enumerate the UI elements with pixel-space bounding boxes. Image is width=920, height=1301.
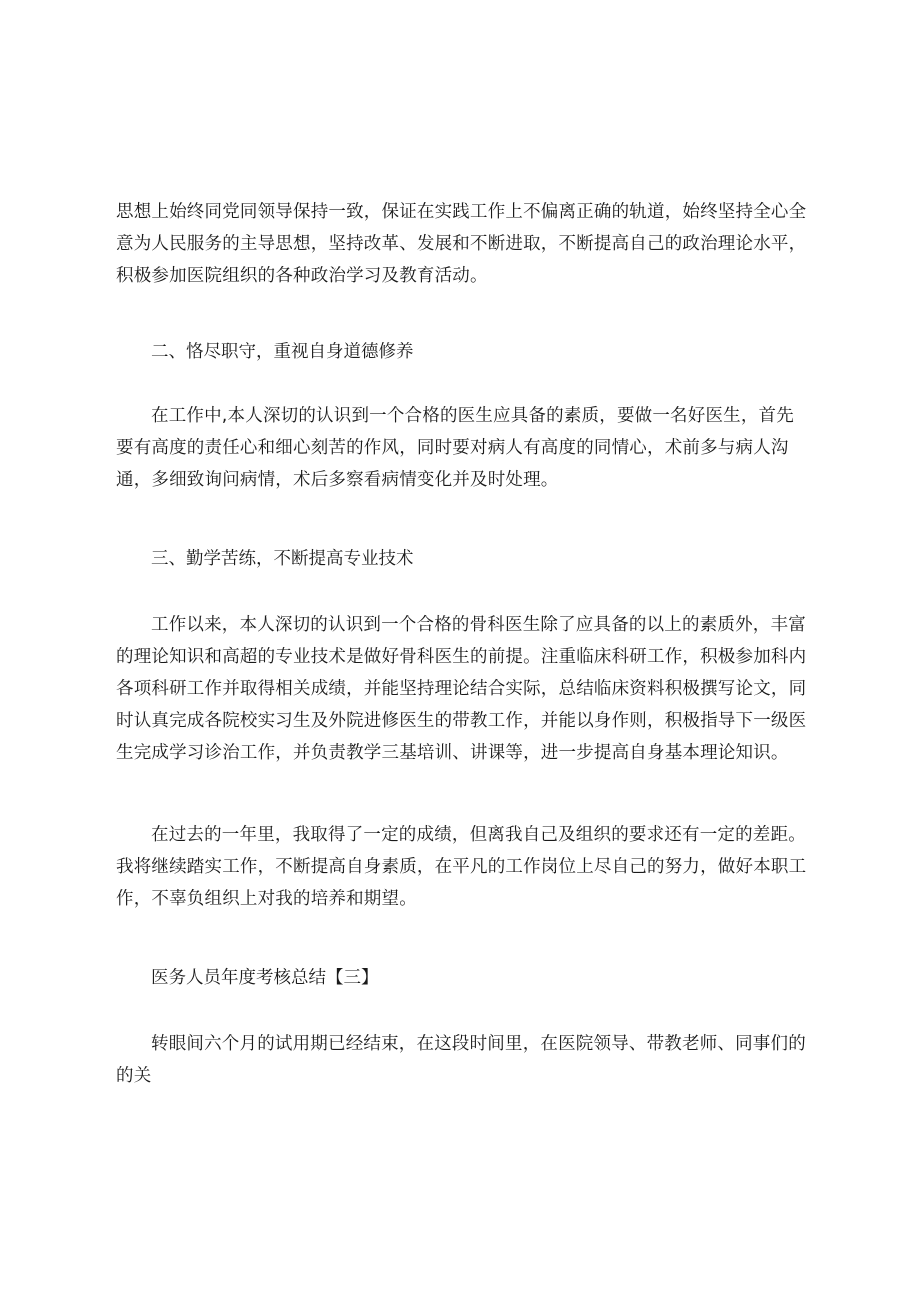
- section-heading-skills: 三、勤学苦练，不断提高专业技术: [151, 549, 414, 569]
- section-title-summary-three: 医务人员年度考核总结【三】: [151, 968, 379, 988]
- section-heading-duty: 二、恪尽职守，重视自身道德修养: [151, 342, 414, 362]
- paragraph-year-summary: 在过去的一年里，我取得了一定的成绩，但离我自己及组织的要求还有一定的差距。我将继续踏实工作，不断提高自身素质，在平凡的工作岗位上尽自己的努力，做好本职工作，不辜负组织上对我的培养和期望。: [116, 825, 807, 909]
- paragraph-professional-work: 工作以来，本人深切的认识到一个合格的骨科医生除了应具备的以上的素质外，丰富的理论知识和高超的专业技术是做好骨科医生的前提。注重临床科研工作，积极参加科内各项科研工作并取得相关成绩，并能坚持理论结合实际，总结临床资料积极撰写论文，同时认真完成各院校实习生及外院进修医生的带教工作，并能以身作则，积极指导下一级医生完成学习诊治工作，并负责教学三基培训、讲课等，进一步提高自身基本理论知识。: [116, 615, 807, 763]
- paragraph-probation-intro: 转眼间六个月的试用期已经结束，在这段时间里，在医院领导、带教老师、同事们的的关: [116, 1034, 806, 1086]
- paragraph-doctor-qualities: 在工作中,本人深切的认识到一个合格的医生应具备的素质，要做一名好医生，首先要有高度的责任心和细心刻苦的作风，同时要对病人有高度的同情心，术前多与病人沟通，多细致询问病情，术后多察看病情变化并及时处理。: [116, 406, 794, 490]
- paragraph-political-stance: 思想上始终同党同领导保持一致，保证在实践工作上不偏离正确的轨道，始终坚持全心全意为人民服务的主导思想，坚持改革、发展和不断进取，不断提高自己的政治理论水平，积极参加医院组织的各种政治学习及教育活动。: [116, 202, 807, 286]
